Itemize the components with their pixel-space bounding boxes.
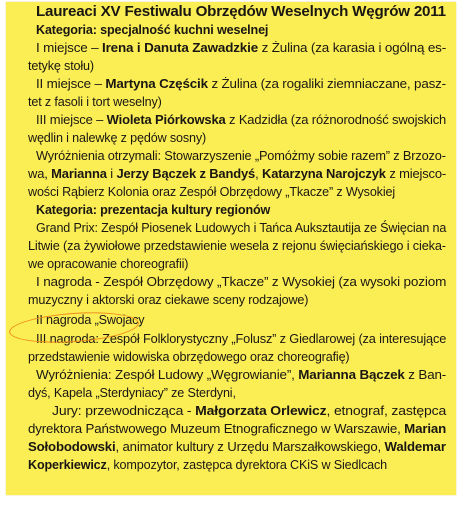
text-line [36, 76, 446, 93]
bold-text-segment: Małgorzata Orlewicz [195, 404, 327, 418]
text-segment: z Żulina (za karasia i ogólną es- [258, 41, 447, 55]
text-line [28, 292, 308, 309]
text-segment: , animator kultury z Urzędu Marszałkowskiego, [115, 440, 385, 454]
text-line [36, 367, 446, 384]
text-line [28, 421, 446, 438]
text-segment: przedstawienie widowiska obrzędowego oraz choreografię) [28, 350, 350, 364]
bold-text-segment: Kategoria: prezentacja kultury regionów [36, 203, 271, 217]
text-line [36, 274, 446, 291]
bold-text-segment: Kategoria: specjalność kuchni weselnej [36, 23, 269, 37]
text-line [28, 349, 349, 366]
bold-text-segment: Katarzyna Narojczyk [262, 167, 386, 181]
text-line [52, 403, 446, 420]
text-segment: z Ban- [404, 368, 447, 382]
bold-text-segment: Koperkiewicz [28, 458, 107, 472]
text-segment: wędlin i nalewkę z pędów sosny) [28, 131, 207, 145]
text-segment: I miejsce – [36, 41, 103, 55]
bold-text-segment: Jerzy Bączek z Bandyś [116, 167, 256, 181]
text-segment: z miejsco- [385, 167, 447, 181]
text-segment: utija ze Święcian na [338, 221, 447, 235]
text-line [28, 166, 446, 183]
newspaper-clipping [6, 2, 456, 495]
text-line [28, 385, 236, 402]
text-segment: dyś, Kapela „Sterdyniacy” ze Sterdyni, [28, 386, 236, 400]
text-segment: III nagroda: Zespół Folklorystyczny „Folusz” z Giedlarowej (za interesujące [36, 332, 447, 346]
text-line [36, 312, 144, 329]
bold-text-segment: Marianna [51, 167, 107, 181]
bold-text-segment: Marian [404, 422, 447, 436]
text-line [28, 457, 387, 474]
text-line [28, 238, 446, 255]
text-line [28, 256, 188, 273]
text-segment: i [106, 167, 117, 181]
text-line [28, 130, 206, 147]
text-segment: z Kadzidła (za różnorodność swojskich [225, 113, 447, 127]
text-segment: , etnograf, zastępca [326, 404, 447, 418]
text-line [36, 22, 268, 39]
text-segment: Wyróżnienia: Zespół Ludowy „Węgrowianie”, [36, 368, 299, 382]
text-line [36, 202, 270, 219]
text-segment: wości Rąbierz Kolonia oraz Zespół Obrzędowy „Tkacze” z Wysokiej [28, 185, 395, 199]
text-segment: I nagroda - Zespół Obrzędowy „Tkacze” z Wysokiej (za wysoki poziom [36, 275, 447, 289]
text-segment: , kompozytor, zastępca dyrektora CKiS w Siedlcach [106, 458, 388, 472]
text-line [36, 148, 446, 165]
text-segment: tetykę stołu) [28, 59, 94, 73]
text-line [36, 220, 446, 237]
text-segment: Grand Prix: Zespół Piosenek Ludowych i Tańca Aukszta [36, 221, 339, 235]
bold-text-segment: Wioleta Piórkowska [106, 113, 226, 127]
text-line [36, 40, 446, 57]
text-segment: III miejsce – [36, 113, 107, 127]
text-segment: Litwie (za żywiołowe przedstawienie wesela z rejonu święciańskiego i cieka- [28, 239, 446, 253]
bold-text-segment: Marianna Bączek [298, 368, 405, 382]
text-line [36, 112, 446, 129]
text-segment: Wyróżnienia otrzymali: Stowarzyszenie „Pomóżmy sobie razem” z Brzozo- [36, 149, 446, 163]
text-line [28, 94, 162, 111]
text-segment: II miejsce – [36, 77, 106, 91]
text-segment: dyrektora Państwowego Muzeum Etnograficznego w Warszawie, [28, 422, 405, 436]
text-segment: tet z fasoli i tort weselny) [28, 95, 162, 109]
bold-text-segment: Sołobodowski [28, 440, 116, 454]
text-line [28, 184, 395, 201]
text-segment: wa, [28, 167, 52, 181]
text-segment: z Żulina (za rogaliki ziemniaczane, pasz- [207, 77, 446, 91]
text-line [36, 331, 446, 348]
text-segment: , [255, 167, 263, 181]
text-line [28, 439, 446, 456]
text-segment: II nagroda „Swojacy [36, 313, 145, 327]
bold-text-segment: Martyna Częścik [105, 77, 208, 91]
text-line [28, 58, 94, 75]
bold-text-segment: Irena i Danuta Zawadzkie [102, 41, 259, 55]
text-segment: muzyczny i aktorski oraz ciekawe sceny rodzajowe) [28, 293, 309, 307]
text-segment: we opracowanie choreografii) [28, 257, 189, 271]
bold-text-segment: Waldemar [384, 440, 446, 454]
text-segment: Jury: przewodnicząca - [52, 404, 196, 418]
article-title: Laureaci XV Festiwalu Obrzędów Weselnych Węgrów 2011 [36, 4, 446, 20]
